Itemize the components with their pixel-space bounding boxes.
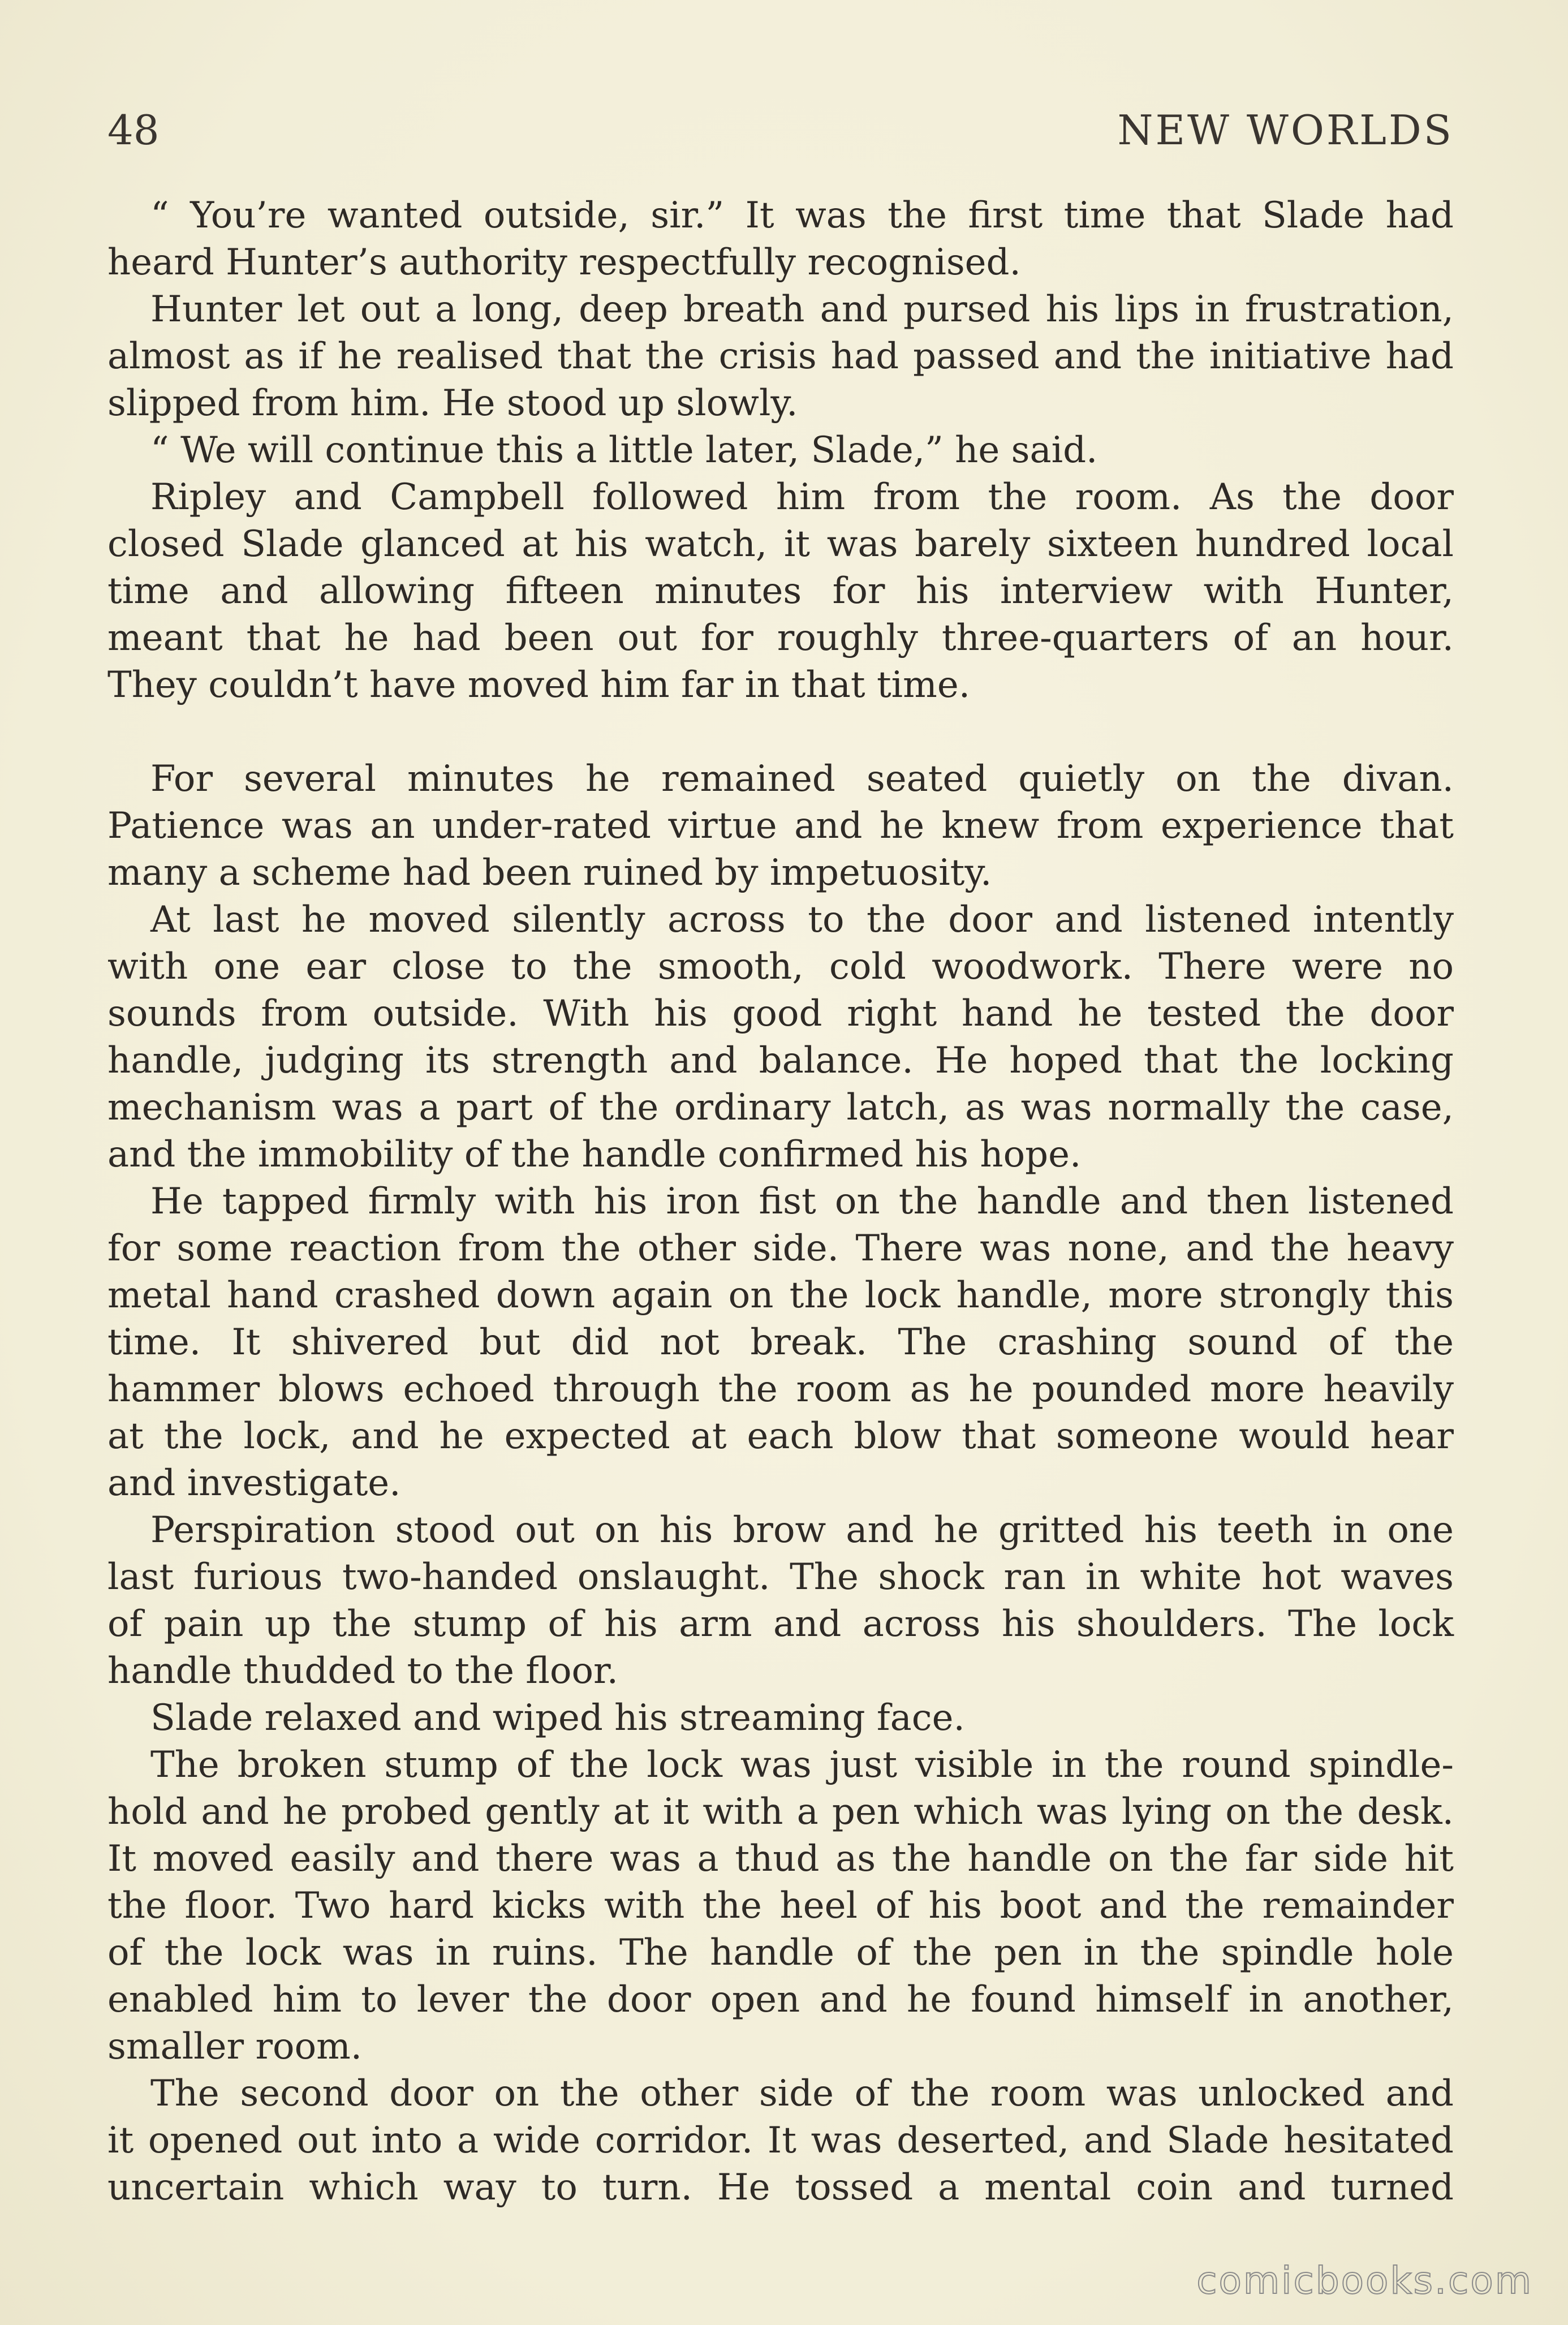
text-line: Patience was an under-rated virtue and he knew from experience that xyxy=(107,805,1454,847)
text-line: smaller room. xyxy=(107,2026,363,2068)
paragraph xyxy=(107,474,1454,709)
paragraph xyxy=(107,2070,1454,2211)
text-line: handle, judging its strength and balance. He hoped that the locking xyxy=(107,1040,1454,1082)
page-header xyxy=(107,99,1454,161)
text-line: last furious two-handed onslaught. The shock ran in white hot waves xyxy=(107,1556,1454,1598)
watermark: comicbooks.com xyxy=(1196,2259,1533,2302)
text-line: time and allowing fifteen minutes for his interview with Hunter, xyxy=(107,570,1454,612)
text-line: of the lock was in ruins. The handle of the pen in the spindle hole xyxy=(107,1932,1454,1974)
paragraph xyxy=(107,897,1454,1178)
paragraph xyxy=(107,286,1454,427)
text-line: At last he moved silently across to the door and listened intently xyxy=(150,899,1454,941)
text-line: of pain up the stump of his arm and across his shoulders. The lock xyxy=(107,1603,1454,1645)
text-line: The broken stump of the lock was just visible in the round spindle- xyxy=(150,1744,1454,1786)
text-line: almost as if he realised that the crisis had passed and the initiative had xyxy=(107,335,1454,377)
text-line: Ripley and Campbell followed him from the room. As the door xyxy=(150,476,1454,518)
text-line: and investigate. xyxy=(107,1462,401,1504)
page-number: 48 xyxy=(107,106,160,154)
text-line: Perspiration stood out on his brow and he gritted his teeth in one xyxy=(150,1509,1454,1551)
text-line: Slade relaxed and wiped his streaming face. xyxy=(150,1697,965,1739)
text-line: handle thudded to the floor. xyxy=(107,1650,618,1692)
text-line: Hunter let out a long, deep breath and pursed his lips in frustration, xyxy=(150,289,1454,330)
text-line: it opened out into a wide corridor. It was deserted, and Slade hesitated xyxy=(107,2120,1454,2162)
text-line: for some reaction from the other side. There was none, and the heavy xyxy=(107,1228,1454,1269)
text-line: heard Hunter’s authority respectfully recognised. xyxy=(107,242,1021,283)
text-line: many a scheme had been ruined by impetuosity. xyxy=(107,852,992,894)
paragraph xyxy=(107,1507,1454,1695)
text-line: They couldn’t have moved him far in that time. xyxy=(107,664,971,706)
text-line: sounds from outside. With his good right hand he tested the door xyxy=(107,993,1454,1035)
text-line: closed Slade glanced at his watch, it was barely sixteen hundred local xyxy=(107,523,1454,565)
text-line: He tapped firmly with his iron fist on the handle and then listened xyxy=(150,1181,1454,1222)
text-line: uncertain which way to turn. He tossed a mental coin and turned xyxy=(107,2167,1454,2208)
text-line: with one ear close to the smooth, cold woodwork. There were no xyxy=(107,946,1454,988)
paragraph xyxy=(107,756,1454,897)
text-line: The second door on the other side of the room was unlocked and xyxy=(150,2073,1454,2115)
text-line: mechanism was a part of the ordinary latch, as was normally the case, xyxy=(107,1087,1454,1129)
text-line: It moved easily and there was a thud as the handle on the far side hit xyxy=(107,1838,1454,1880)
text-line: the floor. Two hard kicks with the heel of his boot and the remainder xyxy=(107,1885,1454,1927)
paragraph xyxy=(107,1742,1454,2070)
text-line: hold and he probed gently at it with a pen which was lying on the desk. xyxy=(107,1791,1454,1833)
text-line: slipped from him. He stood up slowly. xyxy=(107,382,798,424)
paragraph xyxy=(107,1695,1454,1742)
text-line: at the lock, and he expected at each blow that someone would hear xyxy=(107,1415,1454,1457)
section-break xyxy=(107,709,1454,756)
text-line: “ You’re wanted outside, sir.” It was the first time that Slade had xyxy=(150,195,1454,236)
body-text xyxy=(107,192,1454,2211)
text-line: time. It shivered but did not break. The crashing sound of the xyxy=(107,1321,1454,1363)
text-line: hammer blows echoed through the room as he pounded more heavily xyxy=(107,1368,1454,1410)
text-line: For several minutes he remained seated quietly on the divan. xyxy=(150,758,1454,800)
text-line: metal hand crashed down again on the lock handle, more strongly this xyxy=(107,1275,1454,1316)
paragraph xyxy=(107,1178,1454,1507)
text-line: meant that he had been out for roughly three-quarters of an hour. xyxy=(107,617,1454,659)
running-head: NEW WORLDS xyxy=(1117,106,1454,154)
text-line: and the immobility of the handle confirmed his hope. xyxy=(107,1134,1082,1176)
text-line: “ We will continue this a little later, Slade,” he said. xyxy=(150,429,1098,471)
text-line: enabled him to lever the door open and he found himself in another, xyxy=(107,1979,1454,2021)
paragraph xyxy=(107,192,1454,286)
paragraph xyxy=(107,427,1454,474)
